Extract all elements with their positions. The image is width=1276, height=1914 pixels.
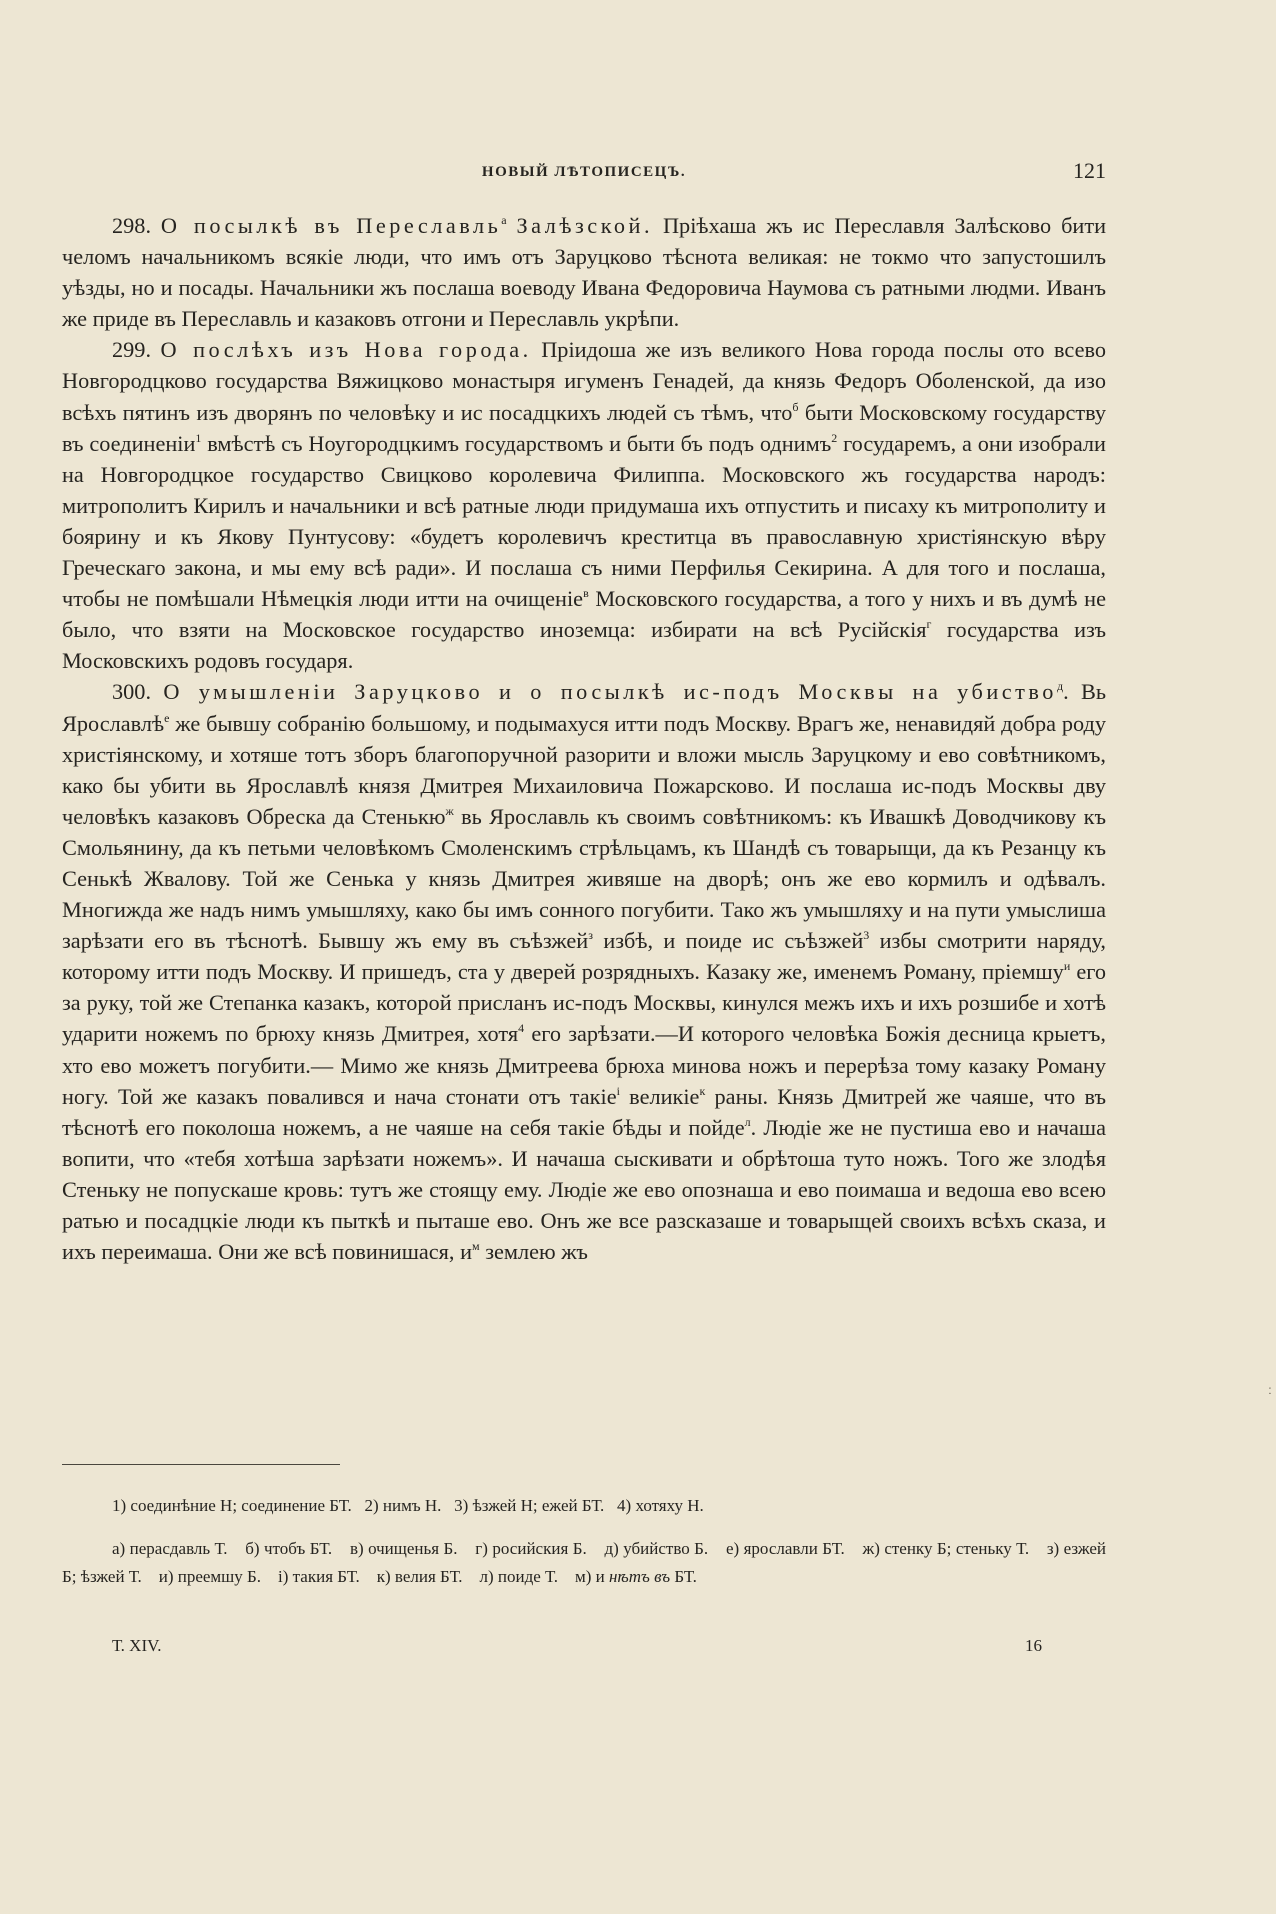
paragraph-text: великіе [629, 1083, 700, 1109]
variant-notes-text: БТ. [674, 1566, 697, 1586]
variant-mark: д [1056, 679, 1064, 694]
main-text [62, 210, 1106, 1267]
volume-label: Т. XIV. [112, 1636, 162, 1655]
variant-mark: і [616, 1083, 620, 1098]
signature-number: 16 [1025, 1636, 1042, 1655]
variant-mark: е [164, 710, 170, 725]
paragraph-298 [62, 210, 1106, 334]
footnote-ref: 2 [831, 430, 838, 445]
variant-notes-italic: нѣтъ въ [609, 1566, 671, 1586]
paragraph-299 [62, 334, 1106, 676]
variant-mark: з [588, 928, 593, 943]
paragraph-text: его зарѣзати.—И которого человѣка Божія десница крыетъ, хто ево можетъ погубити.— Мимо же князь Дмитреева брюха минова ножъ и перерѣза тому казаку Роману ногу. Той же казакъ повалився и нача стонати отъ такіе [62, 1021, 1107, 1109]
footnote-line: 1) соединѣние Н; соединение БТ. 2) нимъ Н. 3) ѣзжей Н; ежей БТ. 4) хотяху Н. [112, 1496, 704, 1515]
variant-mark: и [1063, 959, 1071, 974]
footnote-ref: 1 [195, 430, 202, 445]
footnote-ref: 4 [518, 1021, 525, 1036]
paragraph-heading: О послѣхъ изъ Нова города. [160, 337, 532, 363]
variant-mark: м [472, 1239, 480, 1254]
paragraph-text: же бывшу собранію большому, и подымахуся итти подъ Москву. Врагъ же, ненавидяй добра роду христіянскому, и хотяше тотъ зборъ благопоручной разорити и вложи мысль Заруцкому и ево совѣтникомъ, како бы убити вь Ярославлѣ князя Дмитрея Михаиловича Пожарсково. И послаша ис-подъ Москвы дву человѣкъ казаковъ Обреска да Стенькю [62, 710, 1106, 829]
lettered-footnotes [62, 1535, 1111, 1590]
variant-mark: в [583, 586, 589, 601]
page-footer [112, 1636, 1042, 1666]
variant-mark: г [926, 617, 932, 632]
paragraph-300: 300. О умышленіи Заруцково и о посылкѣ ис-подъ Москвы на убиство$^д$. Вь Ярославлѣ$^е$ же бывшу собранію большому, и подымахуся итти подъ Москву. Врагъ же, ненавидяй добра роду христіянскому, и хотяше тотъ зборъ благопоручной разорити и вложи мысль Заруцкому и ево совѣтникомъ, како бы убити вь Ярославлѣ князя Дмитрея Михаиловича Пожарсково. И послаша ис-подъ Москвы дву человѣкъ казаковъ Обреска да Стенькю$^ж$ вь Ярославль къ своимъ совѣтникомъ: къ Ивашкѣ Доводчикову къ Смольянину, да къ петьми человѣкомъ Смоленскимъ стрѣльцамъ, къ Шандѣ съ товарыщи, да къ Резанцу къ Сенькѣ Жвалову. Той же Сенька у князь Дмитрея живяше на дворѣ; онъ же ево кормилъ и одѣвалъ. Многижда же надъ нимъ умышляху, како бы имъ сонного погубити. Тако жъ умышляху и на пути умыслиша зарѣзати его въ тѣснотѣ. Бывшу жъ ему въ съѣзжей$^з$ избѣ, и поиде ис съѣзжей$^3$ избы смотрити наряду, которому итти подъ Москву. И пришедъ, ста у дверей розрядныхъ. Казаку же, именемъ Роману, пріемшу$^и$ его за руку, той же Степанка казакъ, которой присланъ ис-подъ Москвы, кинулся межъ ихъ и ихъ розшибе и хотѣ ударити ножемъ по брюху князь Дмитрея, хотя$^4$ его зарѣзати.—И которого человѣка Божія десница крыетъ, хто ево можетъ погубити.— Мимо же князь Дмитреева брюха минова ножъ и перерѣза тому казаку Роману ногу. Той же казакъ повалився и нача стонати отъ такіе$^і$ великіе$^к$ раны. Князь Дмитрей же чаяше, что въ тѣснотѣ его поколоша ножемъ, а не чаяше на себя такіе бѣды и пойде$^л$. Людіе же не пустиша ево и начаша вопити, что «тебя хотѣша зарѣзати ножемъ». И начаша сыскивати и обрѣтоша туто ножъ. Того же злодѣя Стеньку не попускаше кровь: тутъ же стоящу ему. Людіе же ево опознаша и ево поимаша и ведоша ево всею ратью и посадцкіе люди къ пыткѣ и пыташе ево. Онъ же все разсказаше и товарыщей своихъ всѣхъ сказа, и ихъ переимаша. Они же всѣ повинишася, $и^м$ землею жъ [62, 679, 1107, 1265]
footnote-ref: 3 [863, 928, 870, 943]
running-title: НОВЫЙ ЛѢТОПИСЕЦЪ. [481, 164, 687, 180]
paragraph-text: землею жъ [485, 1239, 588, 1265]
paragraph-text: Пріидоша же изъ великого Нова города послы ото всево Новгородцково государства Вяжицково монастыря игуменъ Генадей, да князь Федоръ Оболенской, да изо всѣхъ пятинъ изъ дворянъ по человѣку и ис посадцкихъ людей съ тѣмъ, что [62, 337, 1106, 425]
paragraph-text: раны. Князь Дмитрей же чаяше, что въ тѣснотѣ его поколоша ножемъ, а не чаяше на себя такіе бѣды и пойде [62, 1083, 1107, 1140]
paragraph-text: вь Ярославль къ своимъ совѣтникомъ: къ Ивашкѣ Доводчикову къ Смольянину, да къ петьми человѣкомъ Смоленскимъ стрѣльцамъ, къ Шандѣ съ товарыщи, да къ Резанцу къ Сенькѣ Жвалову. Той же Сенька у князь Дмитрея живяше на дворѣ; онъ же ево кормилъ и одѣвалъ. Многижда же надъ нимъ умышляху, како бы имъ сонного погубити. Тако жъ умышляху и на пути умыслиша зарѣзати его въ тѣснотѣ. Бывшу жъ ему въ съѣзжей [62, 803, 1107, 954]
paragraph-text: государемъ, а они изобрали на Новгородцкое государство Свицково королевича Филиппа. Московского жъ государства народъ: митрополитъ Кирилъ и начальники и всѣ ратные люди придумаша ихъ отпустить и писаху къ митрополиту и боярину и къ Якову Пунтусову: «будетъ королевичъ креститца въ православную христіянскую вѣру Греческаго закона, и мы ему всѣ ради». И послаша съ ними Перфилья Секирина. А для того и послаша, чтобы не помѣшали Нѣмецкія люди итти на очищеніе [62, 430, 1106, 612]
paragraph-text: Вь Ярославлѣ [62, 679, 1107, 736]
paragraph-heading: Залѣзской. [516, 213, 654, 238]
paragraph-text: его за руку, той же Степанка казакъ, которой присланъ ис-подъ Москвы, кинулся межъ ихъ и ихъ розшибе и хотѣ ударити ножемъ по брюху князь Дмитрея, хотя [62, 959, 1106, 1047]
paragraph-text: Пріѣхаша жъ ис Переславля Залѣсково бити челомъ начальникомъ всякіе люди, что имъ отъ Заруцково тѣснота великая: не токмо что запустошилъ уѣзды, но и посады. Начальники жъ послаша воеводу Ивана Федоровича Наумова съ ратными людми. Иванъ же приде въ Переславль и казаковъ отгони и Переславль укрѣпи. [62, 213, 1107, 332]
variant-mark: л [744, 1114, 751, 1129]
footnote-divider [62, 1464, 340, 1465]
edge-mark: ː [1268, 1383, 1272, 1398]
paragraph-text: . Людіе же не пустиша ево и начаша вопити, что «тебя хотѣша зарѣзати ножемъ». И начаша сыскивати и обрѣтоша туто ножъ. Того же злодѣя Стеньку не попускаше кровь: тутъ же стоящу ему. Людіе же ево опознаша и ево поимаша и ведоша ево всею ратью и посадцкіе люди къ пыткѣ и пыташе ево. Онъ же все разсказаше и товарыщей своихъ всѣхъ сказа, и ихъ переимаша. Они же всѣ повинишася, и [62, 1114, 1106, 1265]
paragraph-heading: О умышленіи Заруцково и о посылкѣ ис-подъ Москвы на убиство [163, 679, 1057, 705]
paragraph-text: вмѣстѣ съ Ноугородцкимъ государствомъ и быти бъ подъ однимъ [207, 430, 832, 456]
variant-mark: б [792, 399, 799, 414]
page-header [62, 158, 1106, 188]
variant-mark: ж [445, 803, 454, 818]
variant-notes-text: а) перасдавль Т. б) чтобъ БТ. в) очищенья Б. г) росийския Б. д) убийство Б. е) ярославли БТ. ж) стенку Б; стеньку Т. з) езжей Б; ѣзжей Т. и) преемшу Б. і) такия БТ. к) велия БТ. л) поиде Т. м) и [62, 1539, 1111, 1586]
variant-mark: к [699, 1083, 706, 1098]
paragraph-text: государства изъ Московскихъ родовъ государя. [62, 617, 1107, 674]
paragraph-heading: О посылкѣ въ Переславль [160, 213, 502, 238]
paragraph-text: Московского государства, а того у нихъ и въ думѣ не было, что взяти на Московское государство иноземца: избирати на всѣ Русійскія [62, 586, 1106, 643]
paragraph-number: 298. [112, 213, 152, 238]
page-number: 121 [1073, 158, 1106, 183]
variant-notes [62, 1535, 1111, 1590]
numbered-footnotes [62, 1492, 1106, 1520]
paragraph-text: избы смотрити наряду, которому итти подъ Москву. И пришедъ, ста у дверей розрядныхъ. Казаку же, именемъ Роману, пріемшу [62, 928, 1107, 985]
paragraph-text: быти Московскому государству въ соединеніи [62, 399, 1106, 456]
paragraph-text: избѣ, и поиде ис съѣзжей [603, 928, 864, 954]
paragraph-number: 300. [112, 679, 152, 705]
variant-mark: а [501, 213, 507, 227]
paragraph-number: 299. [112, 337, 152, 363]
